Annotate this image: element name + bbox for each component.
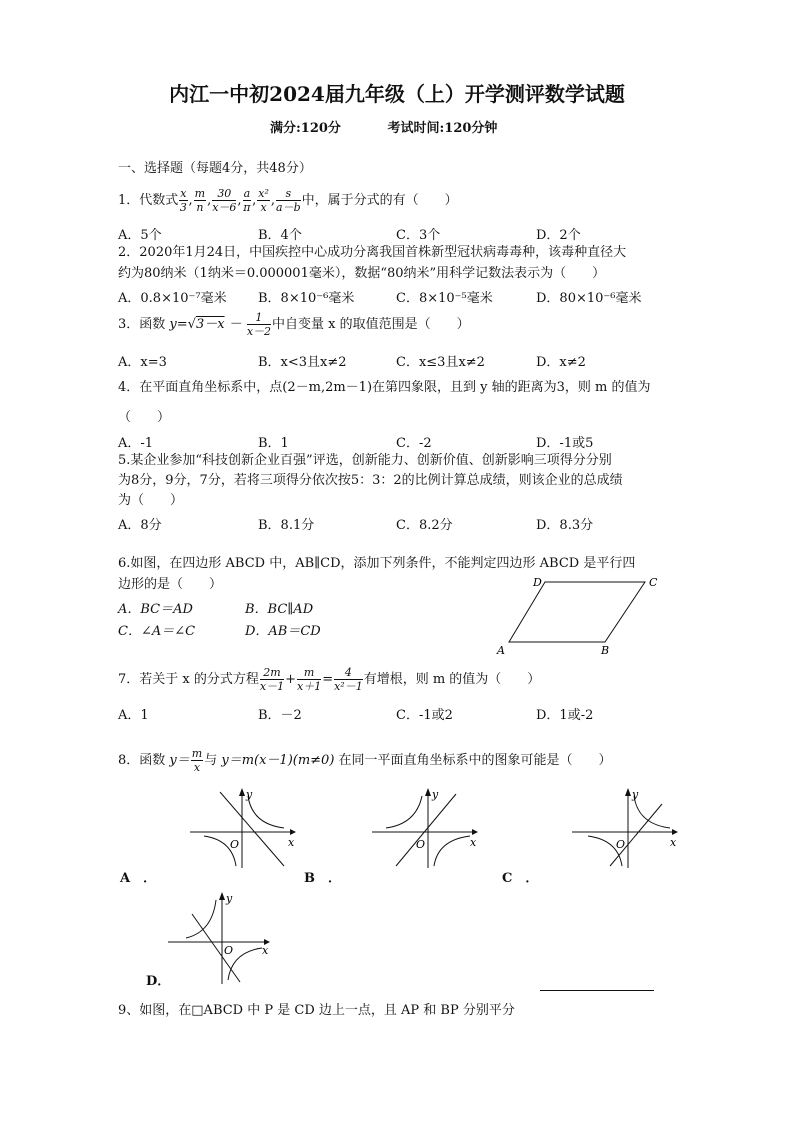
exam-info <box>270 121 539 137</box>
point-b-label: B <box>601 644 610 657</box>
graph-b-hyperbola-2 <box>434 836 470 866</box>
q1-prefix: 1．代数式 <box>118 193 179 208</box>
graph-d-hyperbola-1 <box>186 900 216 938</box>
q8-middle: 与 <box>204 753 218 768</box>
q2-option-d[interactable]: D．80×10⁻⁶毫米 <box>536 291 642 306</box>
graph-a-x-arrow <box>290 829 296 835</box>
q4-option-c[interactable]: C．-2 <box>396 436 432 451</box>
graph-b-hyperbola-1 <box>386 796 422 828</box>
graph-d-origin: O <box>224 944 234 957</box>
section-heading: 一、选择题（每题4分，共48分） <box>118 161 312 176</box>
graph-d-y-arrow <box>219 892 225 900</box>
parallelogram-figure <box>495 572 665 658</box>
graph-b-x-arrow <box>472 829 478 835</box>
question-7 <box>118 664 540 696</box>
graph-b-y-label: y <box>432 788 439 801</box>
graph-a-x-label: x <box>288 836 295 849</box>
question-4-line-1: 4．在平面直角坐标系中，点(2－m,2m－1)在第四象限，且到 y 轴的距离为3，则 m 的值为 <box>118 380 651 395</box>
graph-c-x-arrow <box>672 829 678 835</box>
q6-option-b[interactable]: B．BC∥AD <box>245 602 314 617</box>
q8-prefix: 8．函数 <box>118 753 166 768</box>
graph-d-x-label: x <box>262 944 269 957</box>
question-5-line-3: 为（ ） <box>118 493 184 508</box>
question-2-line-1: 2．2020年1月24日，中国疾控中心成功分离我国首株新型冠状病毒毒种，该毒种直径大 <box>118 245 627 260</box>
divider-line <box>540 990 654 991</box>
question-4-line-2: （ ） <box>118 410 171 425</box>
q4-option-b[interactable]: B．1 <box>258 436 289 451</box>
graph-a-origin: O <box>230 838 240 851</box>
q6-option-c[interactable]: C．∠A＝∠C <box>118 624 196 639</box>
q3-option-d[interactable]: D．x≠2 <box>536 355 586 370</box>
graph-b-y-arrow <box>425 788 431 796</box>
q7-equation: $\frac{2m}{x-1}$ + $\frac{m}{x+1}$ = $\frac{4}{\text{x²－1}}$ <box>259 666 363 693</box>
point-d-label: D <box>533 576 542 589</box>
graph-c-option[interactable]: C ． <box>502 871 539 886</box>
q2-option-c[interactable]: C．8×10⁻⁵毫米 <box>396 291 493 306</box>
graph-b-x-label: x <box>470 836 477 849</box>
graph-c-hyperbola-1 <box>634 796 670 828</box>
question-2-line-2: 约为80纳米（1纳米＝0.000001毫米），数据“80纳米”用科学记数法表示为（ ） <box>118 266 606 281</box>
q1-expressions: $\frac{x}{3}$ , $\frac{m}{n}$ , $\frac{30}{x-6}$ , $\frac{a}{\pi}$ , $\frac{\text{x²}}{x}$ , $\frac{s}{a-b}$ <box>179 187 301 214</box>
point-a-label: A <box>497 644 505 657</box>
q3-formula: y=√3－x － $\frac{1}{x-2}$ <box>165 311 272 338</box>
graph-b-origin: O <box>416 838 426 851</box>
q6-option-d[interactable]: D．AB＝CD <box>245 624 321 639</box>
q7-prefix: 7．若关于 x 的分式方程 <box>118 672 259 687</box>
question-6-line-1: 6.如图，在四边形 ABCD 中，AB∥CD，添加下列条件，不能判定四边形 ABCD 是平行四 <box>118 556 636 571</box>
parallelogram-abcd <box>509 582 645 642</box>
graph-a-option[interactable]: A ． <box>120 871 157 886</box>
graph-d <box>168 890 278 986</box>
q7-option-a[interactable]: A．1 <box>118 708 149 723</box>
q7-suffix: 有增根，则 m 的值为（ ） <box>363 672 541 687</box>
graph-b-option[interactable]: B ． <box>304 871 341 886</box>
full-score: 满分:120分 <box>270 121 341 136</box>
q8-func-2: y＝m(x－1)(m≠0) <box>217 753 339 768</box>
q7-option-d[interactable]: D．1或-2 <box>536 708 594 723</box>
question-5-line-1: 5.某企业参加“科技创新企业百强”评选，创新能力、创新价值、创新影响三项得分分别 <box>118 453 612 468</box>
graph-c-y-arrow <box>625 788 631 796</box>
q1-option-b[interactable]: B．4个 <box>258 228 302 243</box>
q4-option-d[interactable]: D．-1或5 <box>536 436 594 451</box>
graph-a-y-label: y <box>246 788 253 801</box>
q7-option-c[interactable]: C．-1或2 <box>396 708 453 723</box>
question-9: 9、如图，在□ABCD 中 P 是 CD 边上一点，且 AP 和 BP 分别平分 <box>118 1003 515 1018</box>
graph-a-y-arrow <box>239 788 245 796</box>
question-1 <box>118 186 458 216</box>
q5-option-c[interactable]: C．8.2分 <box>396 518 453 533</box>
graph-b-line <box>396 794 456 866</box>
point-c-label: C <box>649 576 658 589</box>
graph-c-origin: O <box>616 838 626 851</box>
q8-func-1: y＝ $\frac{m}{x}$ <box>165 747 203 774</box>
graph-c-line <box>610 804 662 866</box>
question-3 <box>118 310 470 340</box>
q6-option-a[interactable]: A．BC＝AD <box>118 602 193 617</box>
q1-option-a[interactable]: A．5个 <box>118 228 162 243</box>
page-title: 内江一中初2024届九年级（上）开学测评数学试题 <box>169 82 625 106</box>
q7-option-b[interactable]: B．－2 <box>258 708 302 723</box>
q3-option-a[interactable]: A．x=3 <box>118 355 167 370</box>
q4-option-a[interactable]: A．-1 <box>118 436 154 451</box>
question-6-line-2: 边形的是（ ） <box>118 577 223 592</box>
graph-a-hyperbola-1 <box>248 796 284 828</box>
question-8 <box>118 745 612 777</box>
q5-option-d[interactable]: D．8.3分 <box>536 518 594 533</box>
graph-d-option[interactable]: D． <box>146 974 171 989</box>
q5-option-a[interactable]: A．8分 <box>118 518 162 533</box>
q1-option-c[interactable]: C．3个 <box>396 228 441 243</box>
question-5-line-2: 为8分，9分，7分，若将三项得分依次按5：3：2的比例计算总成绩，则该企业的总成绩 <box>118 473 623 488</box>
q3-prefix: 3．函数 <box>118 317 166 332</box>
q2-option-a[interactable]: A．0.8×10⁻⁷毫米 <box>118 291 227 306</box>
graph-c-x-label: x <box>670 836 677 849</box>
graph-d-y-label: y <box>226 892 233 905</box>
q8-suffix: 在同一平面直角坐标系中的图象可能是（ ） <box>338 753 612 768</box>
q2-option-b[interactable]: B．8×10⁻⁶毫米 <box>258 291 355 306</box>
graph-d-hyperbola-2 <box>228 948 262 980</box>
graph-c-y-label: y <box>632 788 639 801</box>
q3-suffix: 中自变量 x 的取值范围是（ ） <box>272 317 470 332</box>
q1-option-d[interactable]: D．2个 <box>536 228 581 243</box>
graph-b <box>372 788 482 870</box>
q1-suffix: 中，属于分式的有（ ） <box>301 193 458 208</box>
exam-time: 考试时间:120分钟 <box>387 121 498 136</box>
graph-c <box>572 788 682 870</box>
q5-option-b[interactable]: B．8.1分 <box>258 518 315 533</box>
graph-a-line <box>220 792 284 866</box>
q3-option-c[interactable]: C．x≤3且x≠2 <box>396 355 485 370</box>
graph-a <box>190 788 300 870</box>
q3-option-b[interactable]: B．x<3且x≠2 <box>258 355 347 370</box>
